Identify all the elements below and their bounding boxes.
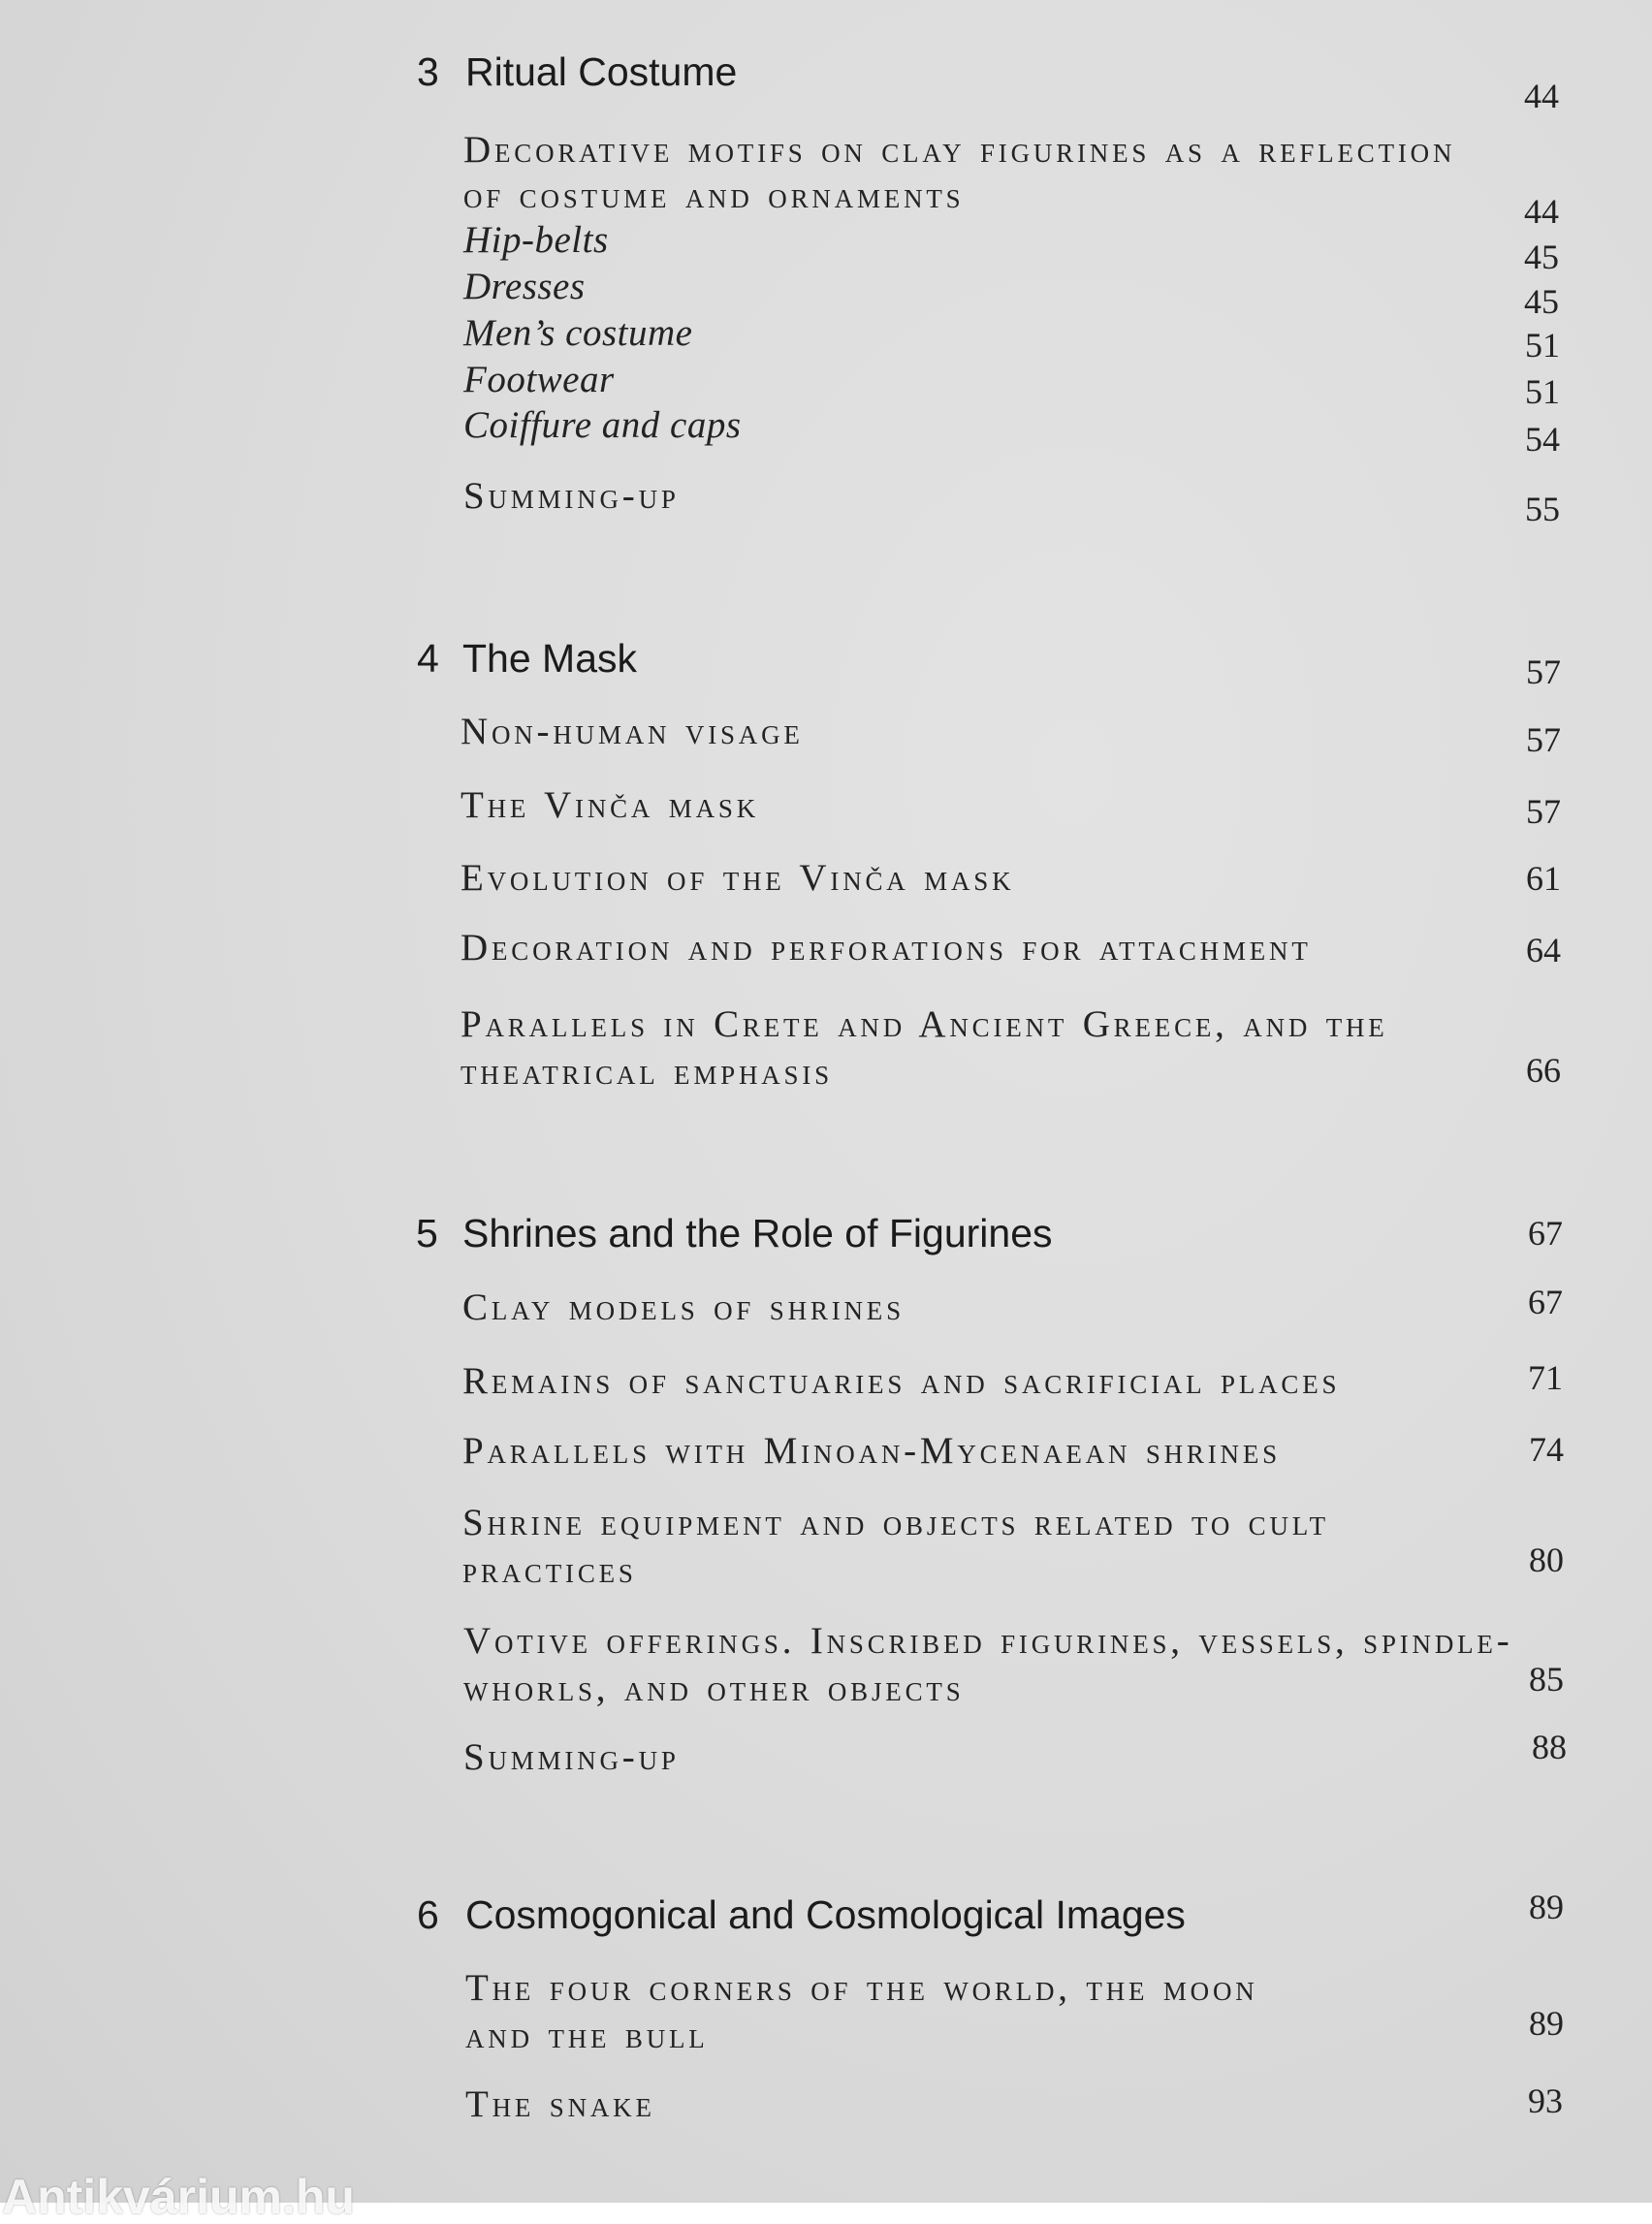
entry-page-number: 89	[1529, 2004, 1564, 2043]
toc-entry-text: and the bull	[465, 2015, 709, 2056]
toc-entry-text: Evolution of the Vinča mask	[461, 857, 1015, 899]
entry-page-number: 44	[1524, 192, 1559, 231]
toc-entry-text: Parallels in Crete and Ancient Greece, and the	[461, 1003, 1388, 1045]
chapter-page-number: 67	[1528, 1214, 1563, 1253]
entry-page-number: 64	[1526, 931, 1561, 969]
entry-page-number: 71	[1528, 1358, 1563, 1397]
toc-entry-text: Votive offerings. Inscribed figurines, vessels, spindle-	[463, 1620, 1513, 1662]
watermark	[0, 2170, 407, 2224]
toc-entry-text: Decorative motifs on clay figurines as a reflection	[463, 129, 1456, 171]
toc-entry-text: theatrical emphasis	[461, 1051, 833, 1093]
chapter-title: Cosmogonical and Cosmological Images	[465, 1892, 1186, 1937]
entry-page-number: 66	[1526, 1051, 1561, 1090]
watermark-text: Antikvárium.hu	[2, 2170, 355, 2224]
entry-page-number: 80	[1529, 1541, 1564, 1579]
entry-page-number: 45	[1524, 282, 1559, 321]
chapter-page-number: 89	[1529, 1888, 1564, 1926]
chapter-title: Ritual Costume	[465, 49, 738, 94]
entry-page-number: 93	[1528, 2081, 1563, 2120]
toc-entry-text: Remains of sanctuaries and sacrificial places	[462, 1360, 1341, 1402]
chapter-number: 4	[417, 636, 439, 681]
toc-entry-text: Footwear	[463, 359, 615, 400]
toc-entry-text: Parallels with Minoan-Mycenaean shrines	[462, 1430, 1281, 1472]
chapter-number: 5	[416, 1211, 438, 1255]
entry-page-number: 85	[1529, 1660, 1564, 1699]
toc-entry-text: Coiffure and caps	[463, 404, 742, 446]
toc-entry-text: The four corners of the world, the moon	[465, 1967, 1258, 2009]
chapter-number: 6	[417, 1892, 439, 1937]
entry-page-number: 74	[1529, 1430, 1564, 1469]
toc-entry-text: Clay models of shrines	[462, 1287, 905, 1328]
toc-entry-text: Summing-up	[463, 1736, 680, 1778]
toc-entry-text: of costume and ornaments	[463, 175, 965, 216]
chapter-number: 3	[417, 49, 439, 94]
toc-entry-text: Shrine equipment and objects related to cult	[462, 1502, 1329, 1543]
entry-page-number: 61	[1526, 859, 1561, 898]
entry-page-number: 51	[1525, 326, 1560, 365]
chapter-title: Shrines and the Role of Figurines	[462, 1211, 1053, 1255]
entry-page-number: 88	[1532, 1728, 1567, 1766]
toc-entry-text: Dresses	[463, 266, 586, 307]
entry-page-number: 51	[1525, 372, 1560, 411]
toc-entry-text: whorls, and other objects	[463, 1668, 965, 1709]
entry-page-number: 57	[1526, 792, 1561, 831]
chapter-title: The Mask	[462, 636, 637, 681]
toc-entry-text: Men’s costume	[463, 312, 693, 354]
entry-page-number: 55	[1525, 490, 1560, 528]
toc-entry-text: Hip-belts	[463, 219, 609, 261]
toc-entry-text: Summing-up	[463, 475, 680, 517]
entry-page-number: 45	[1524, 238, 1559, 276]
toc-entry-text: The snake	[465, 2083, 655, 2125]
toc-entry-text: Non-human visage	[461, 711, 804, 752]
chapter-page-number: 57	[1526, 652, 1561, 691]
toc-entry-text: The Vinča mask	[461, 784, 759, 826]
toc-entry-text: practices	[462, 1549, 637, 1591]
entry-page-number: 54	[1525, 420, 1560, 459]
toc-entry-text: Decoration and perforations for attachment	[461, 927, 1312, 969]
entry-page-number: 57	[1526, 720, 1561, 759]
entry-page-number: 67	[1528, 1283, 1563, 1321]
chapter-page-number: 44	[1524, 77, 1559, 115]
